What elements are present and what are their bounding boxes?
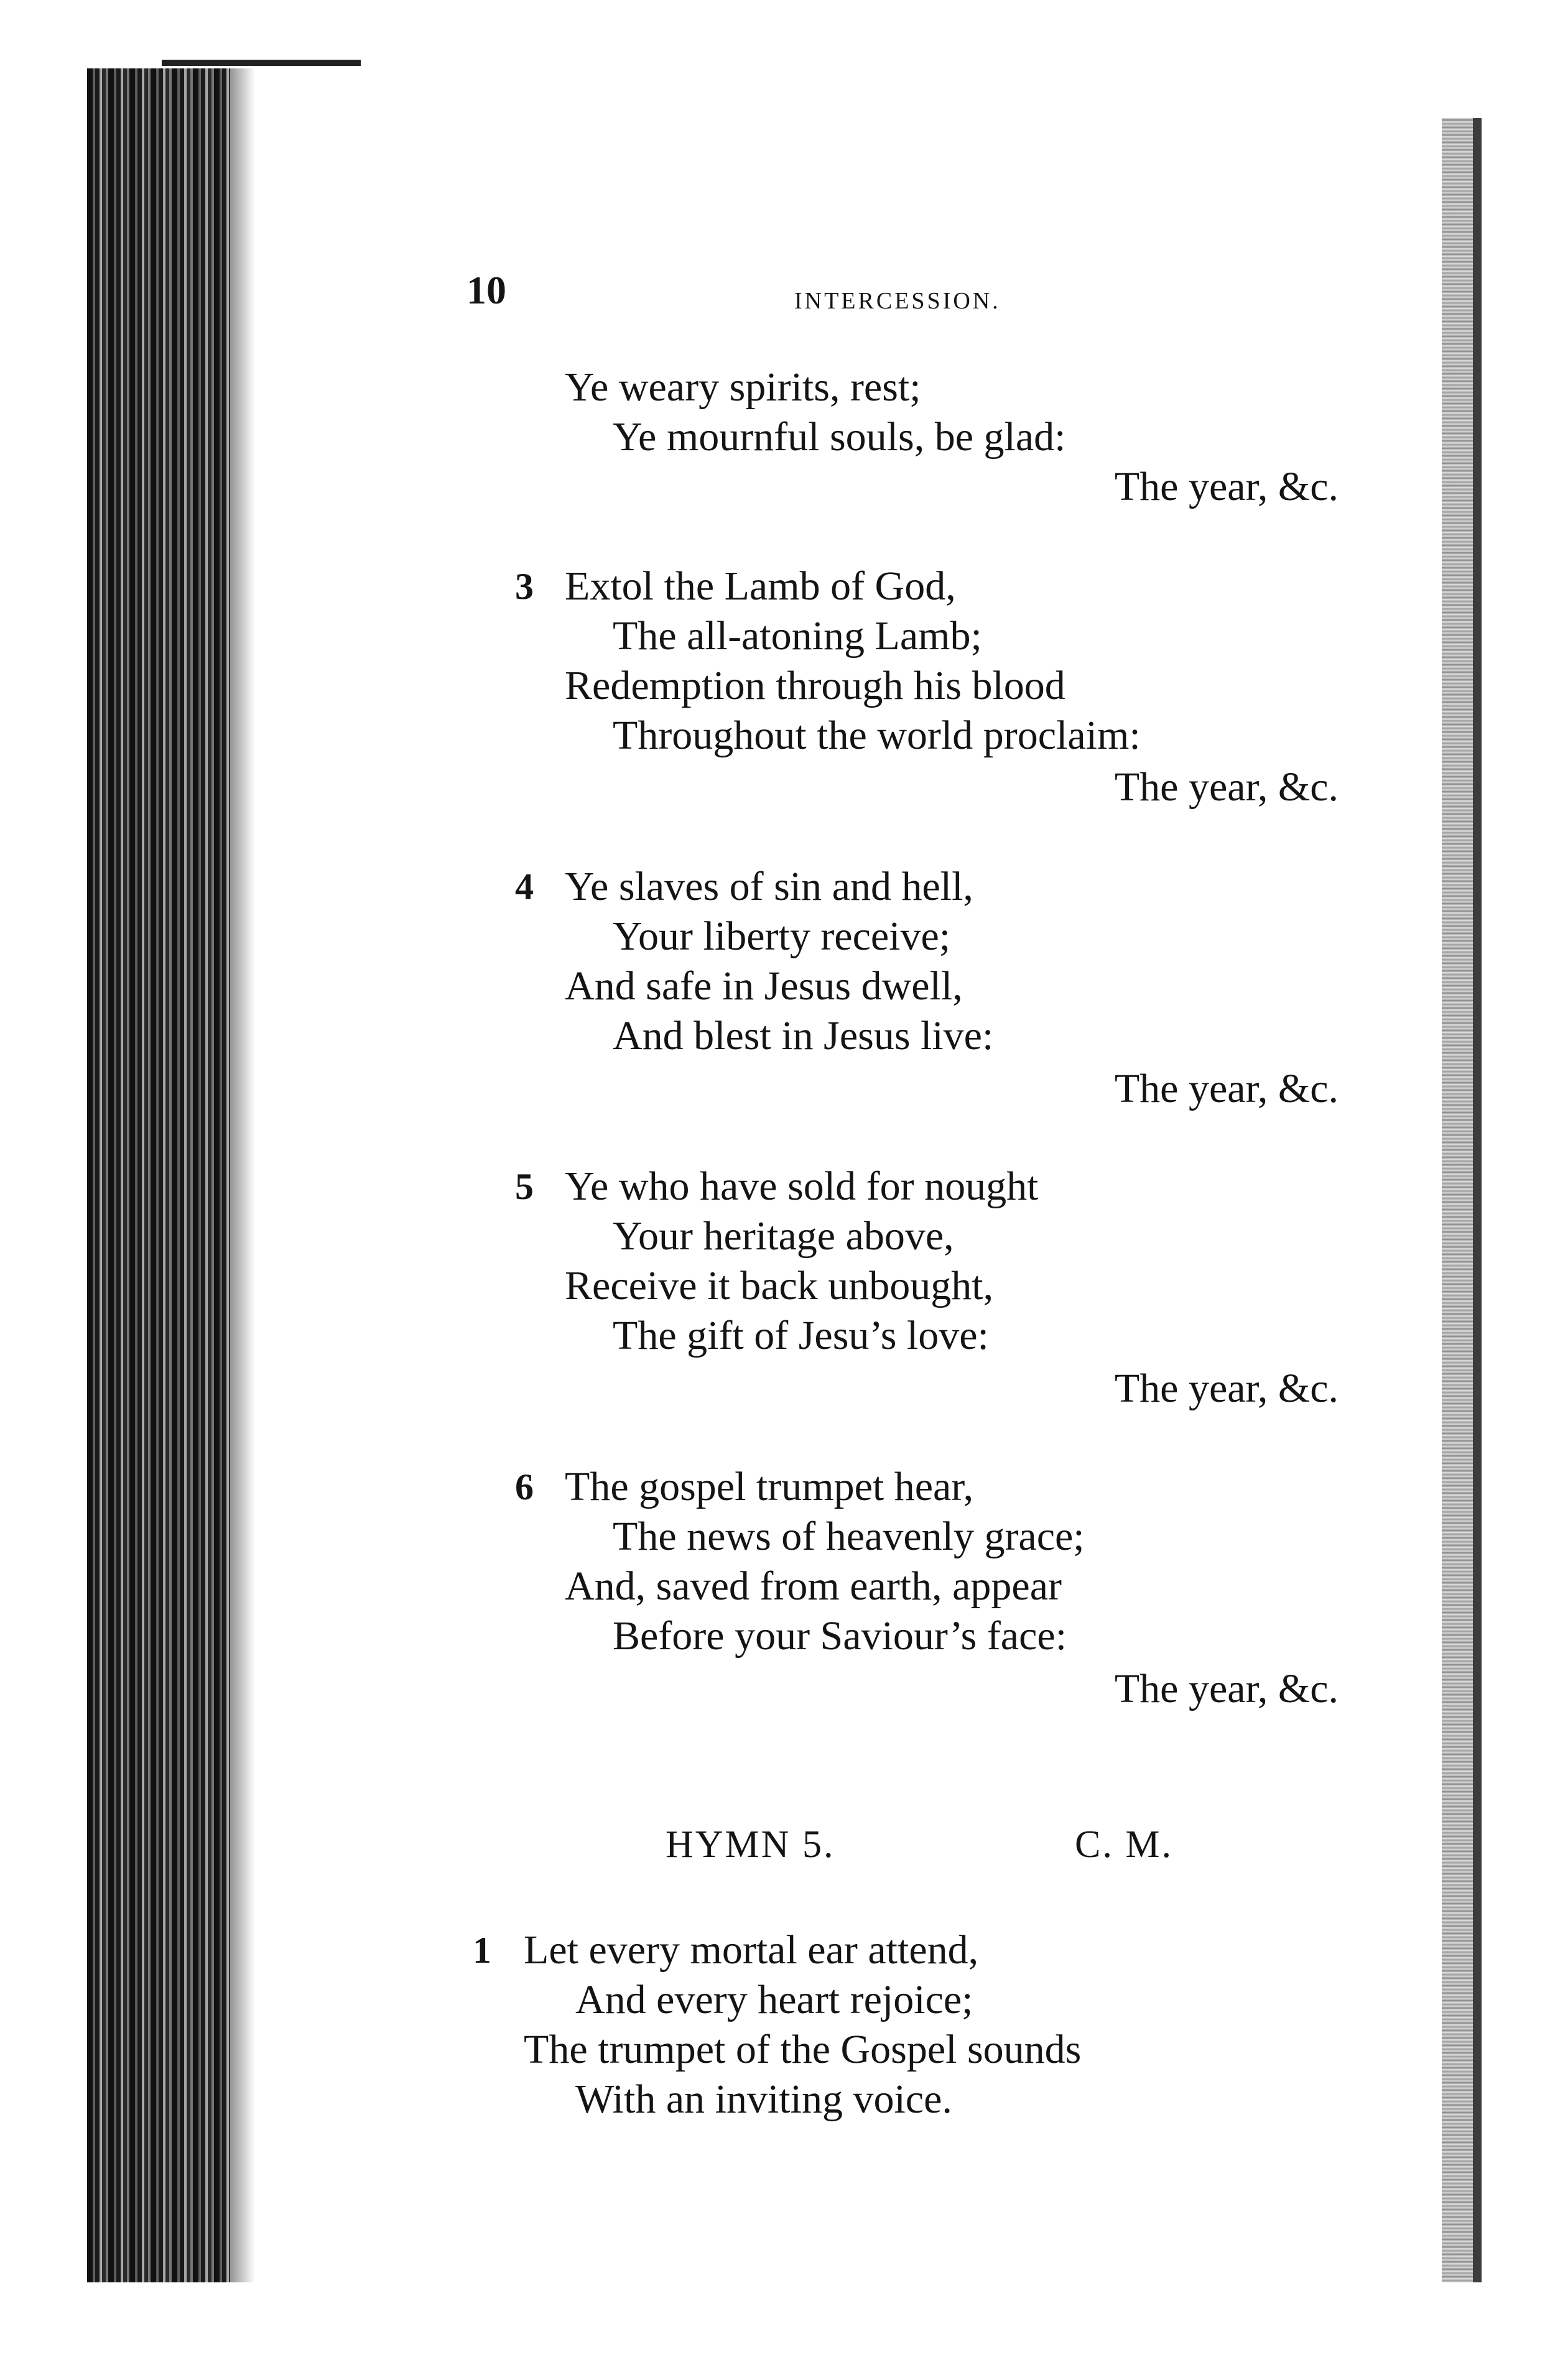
refrain-line: The year, &c. — [1114, 1366, 1339, 1411]
refrain-line: The year, &c. — [1114, 1066, 1339, 1111]
verse-number: 3 — [515, 566, 534, 607]
verse-line: With an inviting voice. — [575, 2077, 952, 2122]
verse-line: Redemption through his blood — [565, 663, 1065, 708]
hymn-metre: C. M. — [1075, 1823, 1173, 1866]
binding-edge-top — [162, 60, 361, 66]
verse-number: 4 — [515, 866, 534, 907]
verse-number: 1 — [473, 1930, 491, 1971]
verse-line: And blest in Jesus live: — [613, 1013, 994, 1058]
verse-number: 6 — [515, 1466, 534, 1507]
verse-line: The news of heavenly grace; — [613, 1514, 1085, 1559]
binding-edge-right — [1442, 118, 1482, 2282]
verse-line: And, saved from earth, appear — [565, 1563, 1062, 1609]
verse-line: Throughout the world proclaim: — [613, 713, 1141, 758]
refrain-line: The year, &c. — [1114, 1666, 1339, 1711]
refrain-line: The year, &c. — [1114, 764, 1339, 810]
binding-edge-left — [87, 68, 230, 2282]
verse-line: Extol the Lamb of God, — [565, 563, 956, 609]
running-head: INTERCESSION. — [794, 288, 1001, 314]
verse-line: Before your Saviour’s face: — [613, 1613, 1067, 1659]
hymn-title: HYMN 5. — [666, 1823, 835, 1866]
verse-line: Ye weary spirits, rest; — [565, 364, 921, 410]
verse-line: Ye mournful souls, be glad: — [613, 414, 1066, 460]
verse-line: Your heritage above, — [613, 1213, 954, 1259]
verse-line: Ye who have sold for nought — [565, 1164, 1039, 1209]
refrain-line: The year, &c. — [1114, 464, 1339, 509]
verse-number: 5 — [515, 1166, 534, 1207]
verse-line: And safe in Jesus dwell, — [565, 963, 963, 1009]
verse-line: Receive it back unbought, — [565, 1263, 994, 1308]
verse-line: Let every mortal ear attend, — [524, 1927, 979, 1973]
verse-line: The trumpet of the Gospel sounds — [524, 2027, 1082, 2072]
verse-line: And every heart rejoice; — [575, 1977, 973, 2022]
verse-line: Your liberty receive; — [613, 914, 951, 959]
verse-line: The gospel trumpet hear, — [565, 1464, 974, 1509]
page-number: 10 — [466, 268, 506, 312]
verse-line: Ye slaves of sin and hell, — [565, 864, 973, 909]
verse-line: The gift of Jesu’s love: — [613, 1313, 989, 1358]
verse-line: The all-atoning Lamb; — [613, 613, 982, 659]
